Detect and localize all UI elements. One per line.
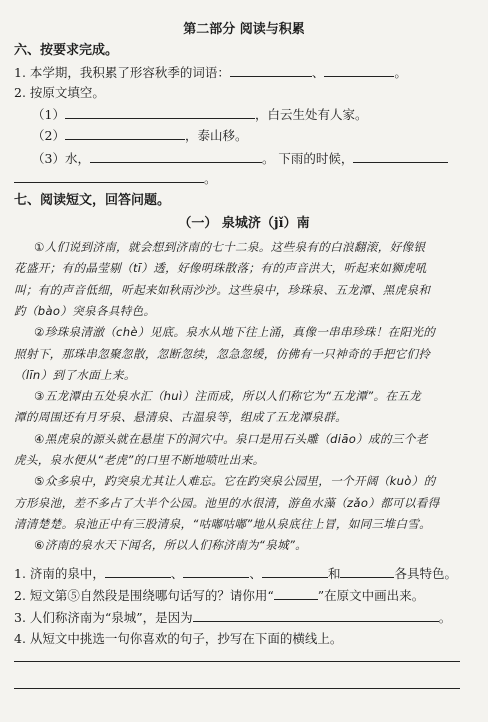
poem-text: ，白云生处有人家。 [254, 107, 368, 122]
answer-blank[interactable] [324, 64, 394, 77]
passage-line: ②珍珠泉清澈（chè）见底。泉水从地下往上涌，真像一串串珍珠！在阳光的 [34, 325, 436, 339]
question-text: 2. 短文第⑤自然段是围绕哪句话写的？请你用“ [14, 588, 274, 603]
fill-text: 。 下雨的时候， [261, 151, 354, 166]
passage-line: （līn）到了水面上来。 [14, 368, 136, 382]
passage-line: ⑤众多泉中，趵突泉尤其让人难忘。它在趵突泉公园里，一个开阔（kuò）的 [34, 474, 436, 488]
passage-line: 方形泉池，差不多占了大半个公园。池里的水很清，游鱼水藻（zǎo）都可以看得 [14, 496, 440, 510]
answer-line[interactable] [14, 661, 460, 662]
fill-line-1 [32, 106, 474, 123]
fill-line-2 [32, 127, 474, 144]
answer-blank[interactable] [193, 609, 439, 622]
conjunction: 和 [327, 566, 341, 581]
separator: 、 [170, 566, 184, 581]
answer-blank[interactable] [65, 106, 255, 119]
question-7-4: 4. 从短文中挑选一句你喜欢的句子，抄写在下面的横线上。 [14, 631, 343, 646]
answer-blank[interactable] [353, 150, 448, 163]
question-6-2: 2. 按原文填空。 [14, 85, 105, 100]
item-number: （2） [32, 128, 65, 143]
question-text: 3. 人们称济南为“泉城”，是因为 [14, 610, 193, 625]
passage-title: （一） 泉城济（jǐ）南 [178, 216, 310, 231]
passage-line: 花盛开；有的晶莹剔（tī）透，好像明珠散落；有的声音洪大，听起来如狮虎吼 [14, 261, 427, 275]
passage-line: ③五龙潭由五处泉水汇（huì）注而成，所以人们称它为“五龙潭”。在五龙 [34, 389, 422, 403]
question-7-3 [14, 609, 474, 626]
answer-line[interactable] [14, 688, 460, 689]
item-number: （3）水， [32, 151, 90, 166]
page-title: 第二部分 阅读与积累 [183, 22, 305, 37]
answer-blank[interactable] [14, 170, 204, 183]
question-6-1 [14, 64, 474, 81]
period: 。 [204, 171, 217, 186]
period: 。 [394, 65, 407, 80]
question-text-end: 各具特色。 [394, 566, 457, 581]
passage-line: ④黑虎泉的源头就在悬崖下的洞穴中。泉口是用石头雕（diāo）成的三个老 [34, 432, 428, 446]
question-6-1-text: 1. 本学期，我积累了形容秋季的词语： [14, 65, 230, 80]
passage-line: 虎头，泉水便从“老虎”的口里不断地喷吐出来。 [14, 453, 265, 467]
question-text-end: ”在原文中画出来。 [317, 588, 425, 603]
question-text: 1. 济南的泉中， [14, 566, 105, 581]
separator: 、 [249, 566, 262, 581]
answer-blank[interactable] [230, 64, 312, 77]
passage-line: 叫；有的声音低细，听起来如秋雨沙沙。这些泉中，珍珠泉、五龙潭、黑虎泉和 [14, 283, 431, 297]
answer-blank[interactable] [90, 150, 262, 163]
section-six-heading: 六、按要求完成。 [14, 43, 119, 58]
passage-line: ①人们说到济南，就会想到济南的七十二泉。这些泉有的白浪翻滚，好像银 [34, 240, 426, 254]
proverb-text: ，泰山移。 [184, 128, 248, 143]
section-seven-heading: 七、阅读短文，回答问题。 [14, 193, 171, 208]
answer-blank[interactable] [340, 565, 394, 578]
passage-line: ⑥济南的泉水天下闻名，所以人们称济南为“泉城”。 [34, 538, 308, 552]
passage-line: 趵（bào）突泉各具特色。 [14, 304, 156, 318]
fill-line-3 [32, 150, 474, 167]
answer-blank[interactable] [274, 587, 318, 600]
passage-line: 潭的周围还有月牙泉、悬清泉、古温泉等，组成了五龙潭泉群。 [14, 410, 348, 424]
fill-line-3-cont [14, 170, 474, 187]
passage-line: 清清楚楚。泉池正中有三股清泉，“咕嘟咕嘟”地从泉底往上冒，如同三堆白雪。 [14, 517, 432, 531]
answer-blank[interactable] [105, 565, 171, 578]
answer-blank[interactable] [262, 565, 328, 578]
period: 。 [438, 610, 452, 625]
question-7-2 [14, 587, 474, 604]
answer-blank[interactable] [65, 127, 185, 140]
item-number: （1） [32, 107, 65, 122]
answer-blank[interactable] [183, 565, 249, 578]
question-7-1 [14, 565, 474, 582]
separator: 、 [311, 65, 325, 80]
passage-line: 照射下，那珠串忽聚忽散，忽断忽续，忽急忽缓，仿佛有一只神奇的手把它们拎 [14, 347, 431, 361]
